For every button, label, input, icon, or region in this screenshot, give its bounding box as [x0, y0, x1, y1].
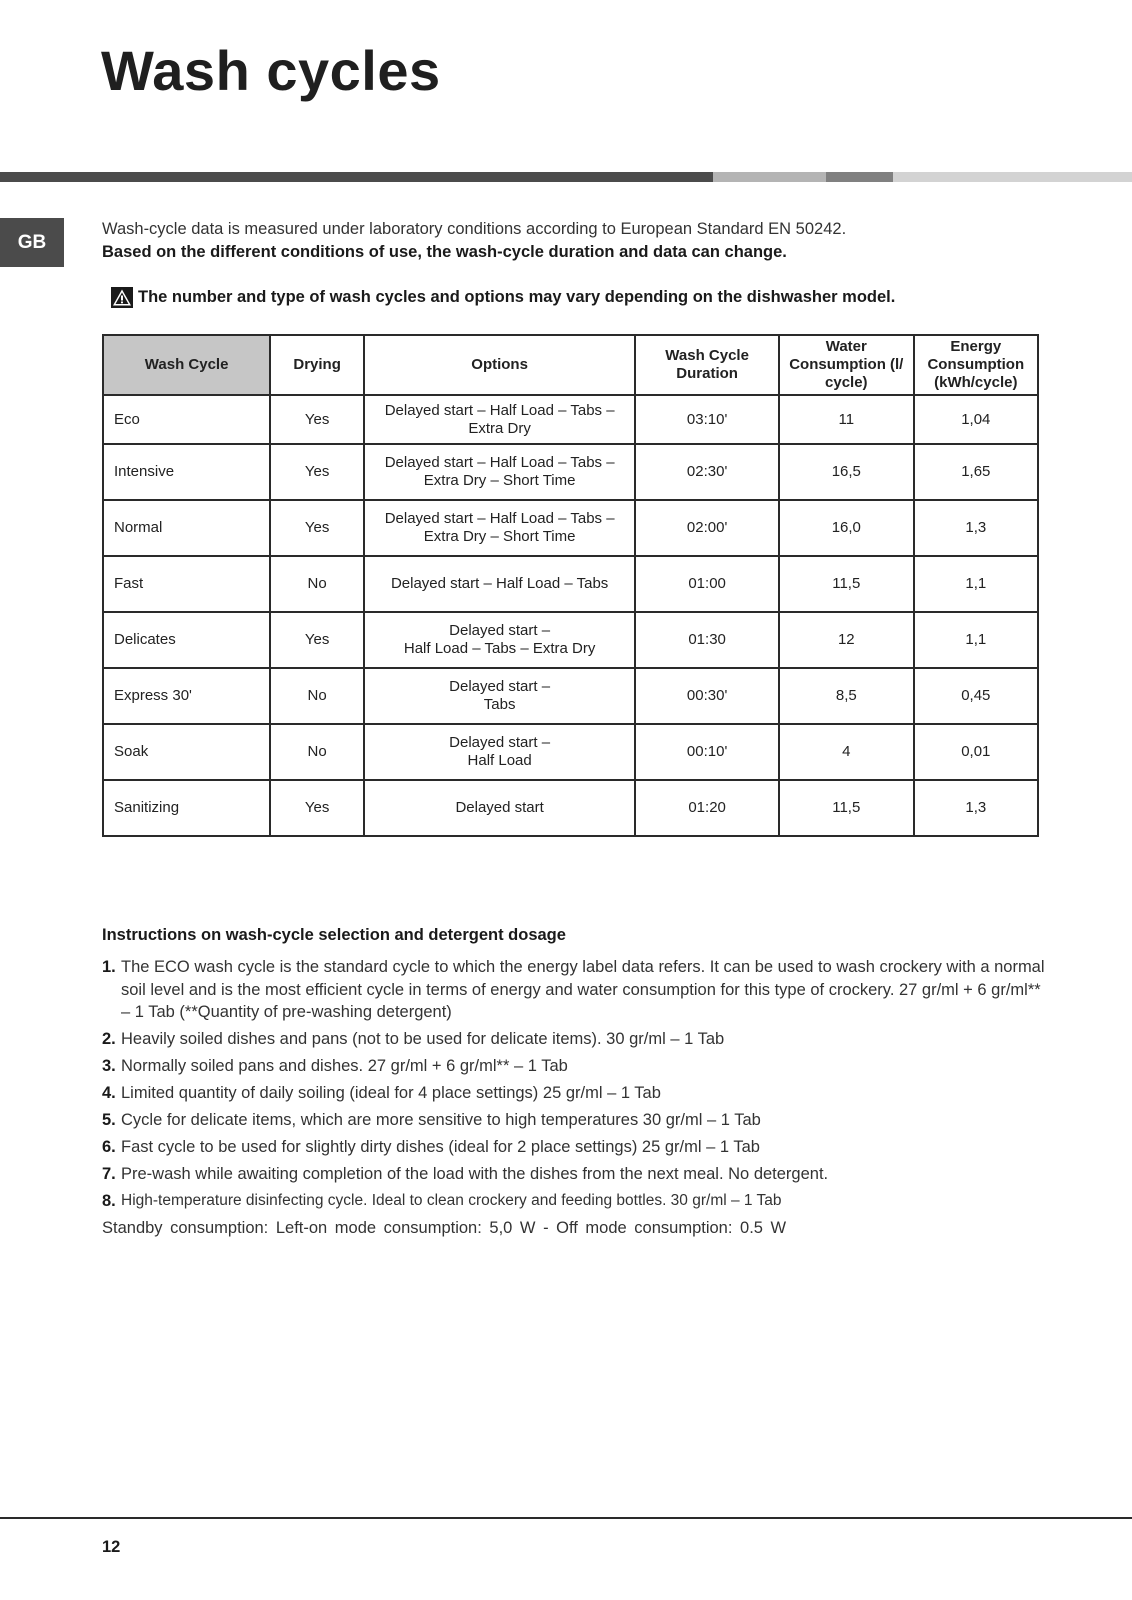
water-value: 12 — [779, 612, 914, 668]
table-row — [103, 612, 1038, 668]
list-item-number: 8. — [102, 1192, 116, 1210]
table-row — [103, 556, 1038, 612]
energy-value: 0,01 — [914, 724, 1038, 780]
drying-value: Yes — [270, 612, 364, 668]
list-item-number: 6. — [102, 1138, 116, 1156]
cycle-name: Soak — [103, 724, 270, 780]
drying-value: No — [270, 724, 364, 780]
header-bar-segment — [826, 172, 893, 182]
duration-value: 00:10' — [635, 724, 779, 780]
energy-value: 1,1 — [914, 612, 1038, 668]
options-line: Delayed start – Half Load – Tabs – — [384, 454, 615, 471]
options-value — [364, 780, 635, 836]
options-value — [364, 395, 635, 444]
duration-value: 02:00' — [635, 500, 779, 556]
list-item — [102, 956, 1047, 1024]
options-line: Delayed start – Half Load – Tabs – — [384, 401, 615, 419]
list-item-number: 3. — [102, 1057, 116, 1075]
column-header: Wash Cycle — [103, 335, 270, 395]
standby-consumption: Standby consumption: Left-on mode consumption: 5,0 W - Off mode consumption: 0.5 W — [102, 1219, 787, 1237]
cycle-name: Express 30' — [103, 668, 270, 724]
header-bar-segment — [0, 172, 713, 182]
table-row — [103, 444, 1038, 500]
language-tab: GB — [0, 218, 64, 267]
options-line: Tabs — [483, 696, 516, 713]
options-line: Extra Dry – Short Time — [423, 528, 576, 545]
list-item-text: Fast cycle to be used for slightly dirty dishes (ideal for 2 place settings) 25 gr/ml – 1 Tab — [121, 1138, 760, 1156]
list-item-text: The ECO wash cycle is the standard cycle to which the energy label data refers. It can be used to wash crockery with a normal soil level and is the most efficient cycle in terms of energy and water consumption for this type of crockery. 27 gr/ml + 6 gr/ml** – 1 Tab (**Quantity of pre-washing detergent) — [121, 958, 1045, 1021]
list-item — [102, 1055, 1047, 1078]
list-item-text: High-temperature disinfecting cycle. Ideal to clean crockery and feeding bottles. 30 gr/ml – 1 Tab — [121, 1192, 782, 1209]
options-line: Extra Dry — [468, 419, 531, 437]
list-item-number: 1. — [102, 958, 116, 976]
header-bar-segment — [893, 172, 1132, 182]
drying-value: Yes — [270, 444, 364, 500]
water-value: 11,5 — [779, 780, 914, 836]
drying-value: Yes — [270, 780, 364, 836]
duration-value: 01:00 — [635, 556, 779, 612]
water-value: 8,5 — [779, 668, 914, 724]
table-header-row — [103, 335, 1038, 395]
energy-value: 1,65 — [914, 444, 1038, 500]
list-item-number: 2. — [102, 1030, 116, 1048]
footer-rule — [0, 1517, 1132, 1519]
cycle-name: Eco — [103, 395, 270, 444]
column-header: Water Consumption (l/ cycle) — [779, 335, 914, 395]
options-value — [364, 500, 635, 556]
table-row — [103, 780, 1038, 836]
list-item — [102, 1136, 1047, 1159]
drying-value: No — [270, 556, 364, 612]
drying-value: Yes — [270, 395, 364, 444]
instructions-list — [102, 956, 1047, 1239]
intro-line-2: Based on the different conditions of use, the wash-cycle duration and data can change. — [102, 243, 787, 261]
table-row — [103, 724, 1038, 780]
drying-value: No — [270, 668, 364, 724]
page-title: Wash cycles — [101, 39, 441, 102]
options-value — [364, 668, 635, 724]
list-item-number: 4. — [102, 1084, 116, 1102]
warning-note — [111, 287, 895, 308]
cycle-name: Intensive — [103, 444, 270, 500]
options-line: Extra Dry – Short Time — [423, 472, 576, 489]
list-item-number: 5. — [102, 1111, 116, 1129]
options-value — [364, 556, 635, 612]
options-line: Delayed start – Half Load – Tabs — [390, 575, 609, 592]
duration-value: 02:30' — [635, 444, 779, 500]
list-item-text: Normally soiled pans and dishes. 27 gr/ml + 6 gr/ml** – 1 Tab — [121, 1057, 568, 1075]
column-header: Wash Cycle Duration — [635, 335, 779, 395]
list-item-text: Limited quantity of daily soiling (ideal for 4 place settings) 25 gr/ml – 1 Tab — [121, 1084, 661, 1102]
duration-value: 00:30' — [635, 668, 779, 724]
energy-value: 0,45 — [914, 668, 1038, 724]
options-line: Delayed start – — [449, 678, 551, 695]
list-item-text: Pre-wash while awaiting completion of the load with the dishes from the next meal. No detergent. — [121, 1165, 829, 1183]
list-item — [102, 1163, 1047, 1186]
water-value: 4 — [779, 724, 914, 780]
table-row — [103, 500, 1038, 556]
energy-value: 1,3 — [914, 780, 1038, 836]
list-item — [102, 1190, 1047, 1213]
list-item-number: 7. — [102, 1165, 116, 1183]
options-line: Delayed start – — [449, 734, 551, 751]
intro-text — [102, 218, 846, 264]
cycle-name: Normal — [103, 500, 270, 556]
table-row — [103, 668, 1038, 724]
options-line: Half Load – Tabs – Extra Dry — [403, 640, 596, 657]
water-value: 11,5 — [779, 556, 914, 612]
energy-value: 1,1 — [914, 556, 1038, 612]
column-header: Drying — [270, 335, 364, 395]
options-value — [364, 444, 635, 500]
wash-cycles-table — [102, 334, 1039, 837]
warning-triangle-icon — [111, 287, 133, 308]
options-line: Delayed start — [455, 799, 544, 816]
options-value — [364, 612, 635, 668]
water-value: 16,0 — [779, 500, 914, 556]
header-bar-segment — [713, 172, 826, 182]
list-item-text: Heavily soiled dishes and pans (not to be used for delicate items). 30 gr/ml – 1 Tab — [121, 1030, 725, 1048]
cycle-name: Delicates — [103, 612, 270, 668]
list-item-text: Cycle for delicate items, which are more sensitive to high temperatures 30 gr/ml – 1 Tab — [121, 1111, 761, 1129]
table-row — [103, 395, 1038, 444]
duration-value: 01:30 — [635, 612, 779, 668]
list-item — [102, 1109, 1047, 1132]
intro-line-1: Wash-cycle data is measured under laboratory conditions according to European Standard EN 50242. — [102, 220, 847, 238]
warning-text: The number and type of wash cycles and options may vary depending on the dishwasher model. — [138, 288, 896, 306]
options-line: Half Load — [467, 752, 532, 769]
cycle-name: Fast — [103, 556, 270, 612]
duration-value: 01:20 — [635, 780, 779, 836]
energy-value: 1,3 — [914, 500, 1038, 556]
list-item — [102, 1082, 1047, 1105]
energy-value: 1,04 — [914, 395, 1038, 444]
column-header: Energy Consumption (kWh/cycle) — [914, 335, 1038, 395]
options-value — [364, 724, 635, 780]
instructions-heading: Instructions on wash-cycle selection and detergent dosage — [102, 926, 566, 944]
column-header: Options — [364, 335, 635, 395]
drying-value: Yes — [270, 500, 364, 556]
options-line: Delayed start – Half Load – Tabs – — [384, 510, 615, 527]
water-value: 11 — [779, 395, 914, 444]
water-value: 16,5 — [779, 444, 914, 500]
duration-value: 03:10' — [635, 395, 779, 444]
list-item — [102, 1028, 1047, 1051]
page-number: 12 — [102, 1538, 121, 1556]
cycle-name: Sanitizing — [103, 780, 270, 836]
options-line: Delayed start – — [449, 622, 551, 639]
